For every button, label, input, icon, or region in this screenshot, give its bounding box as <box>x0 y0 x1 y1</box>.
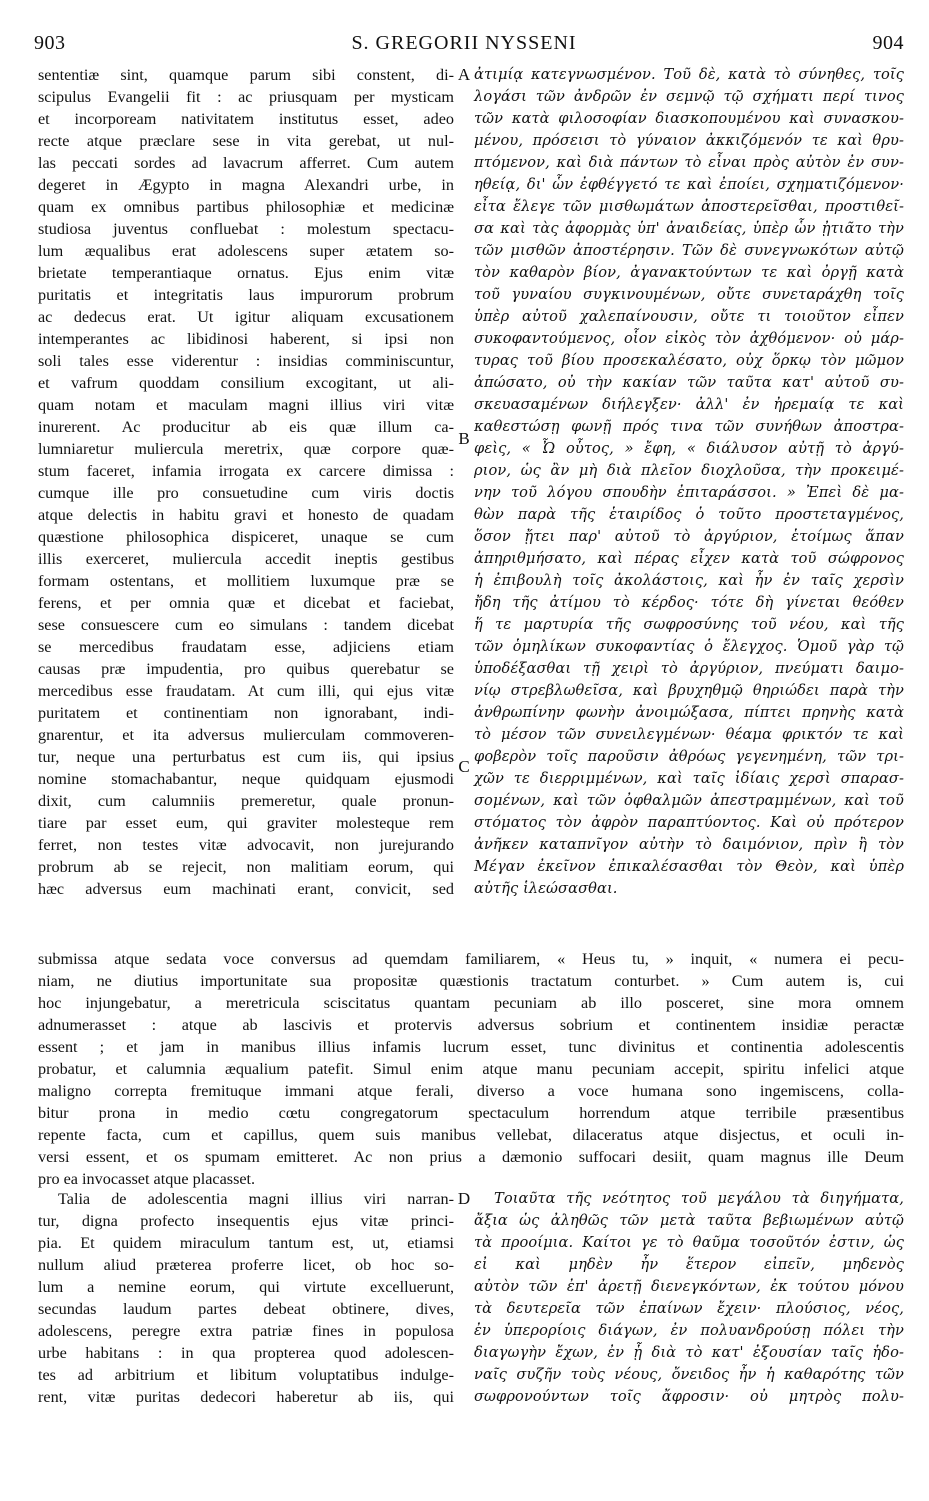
latin-upper-line: quæstione philosophica dispiceret, unaque se cum <box>38 528 454 546</box>
latin-upper-line: studiosa juventus confluebat : molestum spectacu- <box>38 220 454 238</box>
greek-upper-line: καθεστώσῃ φωνῇ πρός τινα τῶν συνήθων ἀποστρα- <box>474 418 904 435</box>
greek-lower-line: σωφρονούντων τοῖς ἄφροσιν· οὐ μητρὸς πολυ- <box>474 1388 904 1405</box>
greek-upper-line: ριον, ὡς ἂν μὴ διὰ πλεῖον διοχλοῦσα, τὴν προκειμέ- <box>474 462 904 479</box>
latin-upper-line: et incorpoream nativitatem institutus esset, adeo <box>38 110 454 128</box>
latin-upper-line: atque delectis in habitu gravi et honesto de quadam <box>38 506 454 524</box>
latin-full-line: hoc injungebatur, a meretricula sciscitatus quantam pecuniam ab illo posceret, sine mora omnem <box>38 994 904 1012</box>
latin-upper-line: et vafrum quoddam consilium excogitant, ut ali- <box>38 374 454 392</box>
greek-upper-line: ἡ ἐπιβουλὴ τοῖς ἀκολάστοις, καὶ ἦν ἐν ταῖς χερσὶν <box>474 572 904 589</box>
section-marker-a: A <box>457 65 471 84</box>
latin-upper-line: puritatem et continentiam non ignorabant, indi- <box>38 704 454 722</box>
greek-upper-line: συκοφαντούμενος, οἷον εἰκὸς τὸν ἀχθόμενον· οὐ μάρ- <box>474 330 904 347</box>
greek-upper-line: πτόμενον, καὶ διὰ πάντων τὸ εἶναι πρὸς αὐτὸν ἐν συν- <box>474 154 904 171</box>
greek-upper-line: ἤδη τῆς ἀτίμου τὸ κέρδος· τότε δὴ γίνεται θεόθεν <box>474 594 904 611</box>
latin-full-line: niam, ne diutius importunitate sua propositæ quæstionis tractatum conturbet. » Cum autem is, cui <box>38 972 904 990</box>
greek-upper-line: λογάσι τῶν ἀνδρῶν ἐν σεμνῷ τῷ σχήματι περί τινος <box>474 88 904 105</box>
greek-upper-line: τῶν κατὰ φιλοσοφίαν διασκοπουμένου καὶ συνασκου- <box>474 110 904 127</box>
latin-lower-line: Talia de adolescentia magni illius viri narran- <box>58 1190 454 1208</box>
latin-full-line: pro ea invocasset atque placasset. <box>38 1170 256 1188</box>
latin-full-line: maligno correpta fremituque immani atque ferali, diverso a voce humana sono ingemiscens, colla- <box>38 1082 904 1100</box>
latin-upper-line: sententiæ sint, quamque parum sibi constent, di- <box>38 66 454 84</box>
section-marker-c: C <box>458 757 470 776</box>
section-marker-b: B <box>458 429 470 448</box>
latin-lower-line: pia. Et quidem miraculum tantum est, ut, etiamsi <box>38 1234 454 1252</box>
greek-upper-line: νίῳ στρεβλωθεῖσα, καὶ βρυχηθμῷ θηριώδει παρὰ τὴν <box>474 682 904 699</box>
greek-upper-line: φοβερὸν τοῖς παροῦσιν ἀθρόως γεγενημένη, τῶν τρι- <box>474 748 904 765</box>
greek-upper-line: χῶν τε διερριμμένων, καὶ ταῖς ἰδίαις χερσὶ σπαρασ- <box>474 770 904 787</box>
latin-upper-line: scipulus Evangelii fit : ac priusquam per mysticam <box>38 88 454 106</box>
latin-full-line: versi essent, et os spumam emitteret. Ac non prius a dæmonio suffocari desiit, quam magnus ille Deum <box>38 1148 904 1166</box>
latin-upper-line: dixit, cum calumniis premeretur, quale pronun- <box>38 792 454 810</box>
latin-full-line: essent ; et jam in manibus illius infamis lucrum esset, tunc divinitus et continentia adolescentis <box>38 1038 904 1056</box>
latin-upper-line: lumniaretur muliercula meretrix, quæ corpore quæ- <box>38 440 454 458</box>
latin-full-line: bitur prona in medio cœtu congregatorum spectaculum horrendum atque terribile præsentibus <box>38 1104 904 1122</box>
greek-lower-line: εἰ καὶ μηδὲν ἦν ἕτερον εἰπεῖν, μηδενὸς <box>474 1256 904 1273</box>
latin-upper-line: degeret in Ægypto in magna Alexandri urbe, in <box>38 176 454 194</box>
latin-upper-line: tur, neque una perturbatus est cum iis, qui ipsius <box>38 748 454 766</box>
greek-upper-line: τὸ μέσον τῶν συνειλεγμένων· θέαμα φρικτόν τε καὶ <box>474 726 904 743</box>
latin-lower-line: tur, digna profecto insequentis ejus vitæ princi- <box>38 1212 454 1230</box>
greek-upper-line: ὑποδέξασθαι τῇ χειρὶ τὸ ἀργύριον, πνεύματι δαιμο- <box>474 660 904 677</box>
latin-upper-line: probrum ab se rejecit, non malitiam eorum, qui <box>38 858 454 876</box>
greek-upper-line: μένου, πρόσεισι τὸ γύναιον ἀκκιζόμενόν τε καὶ θρυ- <box>474 132 904 149</box>
page-number-left: 903 <box>34 32 66 54</box>
latin-lower-line: urbe habitans : in qua propterea quod adolescen- <box>38 1344 454 1362</box>
latin-upper-line: formam ostentans, et mollitiem luxumque præ se <box>38 572 454 590</box>
greek-upper-line: εἶτα ἔλεγε τῶν μισθωμάτων ἀποστερεῖσθαι, προστιθεῖ- <box>474 198 904 215</box>
latin-upper-line: se mercedibus fraudatam esse, adjiciens etiam <box>38 638 454 656</box>
greek-upper-line: Μέγαν ἐκεῖνον ἐπικαλέσασθαι τὸν Θεὸν, καὶ ὑπὲρ <box>474 858 904 875</box>
latin-full-line: probatur, et calumnia æqualium patefit. Simul enim atque manu pecuniam accepit, spiritu infelici atque <box>38 1060 904 1078</box>
latin-upper-line: causas præ impudentia, pro quibus querebatur se <box>38 660 454 678</box>
running-title: S. GREGORII NYSSENI <box>351 32 577 54</box>
latin-upper-line: inurerent. Ac producitur ab eis quæ illum ca- <box>38 418 454 436</box>
latin-upper-line: ferens, et per omnia quæ et dicebat et faciebat, <box>38 594 454 612</box>
latin-upper-line: sese consuescere cum eo simulans : tandem dicebat <box>38 616 454 634</box>
page-number-right: 904 <box>872 32 904 54</box>
greek-upper-line: στόματος τὸν ἀφρὸν παραπτύοντος. Καὶ οὐ πρότερον <box>474 814 904 831</box>
greek-lower-line: τὰ δευτερεῖα τῶν ἐπαίνων ἔχειν· πλούσιος, νέος, <box>474 1300 904 1317</box>
latin-upper-line: intemperantes ac libidinosi haberent, si ipsi non <box>38 330 454 348</box>
greek-lower-line: διαγωγὴν ἔχων, ἐν ᾗ διὰ τὸ κατ' ἐξουσίαν ταῖς ἡδο- <box>474 1344 904 1361</box>
latin-upper-line: ac dedecus erat. Ut igitur aliquam excusationem <box>38 308 454 326</box>
latin-upper-line: las peccati sordes ad lavacrum afferret. Cum autem <box>38 154 454 172</box>
latin-upper-line: cumque ille pro consuetudine cum viris doctis <box>38 484 454 502</box>
greek-upper-line: αὐτῆς ἱλεώσασθαι. <box>474 880 618 897</box>
greek-upper-line: τυρας τοῦ βίου προσεκαλέσατο, οὐχ ὅρκῳ τὸν μῶμον <box>474 352 904 369</box>
greek-upper-line: ἀτιμίᾳ κατεγνωσμένον. Τοῦ δὲ, κατὰ τὸ σύνηθες, τοῖς <box>474 66 904 83</box>
latin-upper-line: quam ex omnibus partibus philosophiæ et medicinæ <box>38 198 454 216</box>
latin-upper-line: soli tales esse viderentur : insidias comminiscuntur, <box>38 352 454 370</box>
greek-upper-line: σκευασαμένων διήλεγξεν· ἀλλ' ἐν ἠρεμαίᾳ τε καὶ <box>474 396 904 413</box>
greek-upper-line: τοῦ γυναίου συγκινουμένων, οὔτε συνεταράχθη τοῖς <box>474 286 904 303</box>
latin-lower-line: adolescens, peregre extra patriæ fines in populosa <box>38 1322 454 1340</box>
greek-upper-line: ἀπώσατο, οὐ τὴν κακίαν τῶν ταῦτα κατ' αὐτοῦ συ- <box>474 374 904 391</box>
greek-upper-line: σομένων, καὶ τῶν ὀφθαλμῶν ἀπεστραμμένων, καὶ τοῦ <box>474 792 904 809</box>
greek-upper-line: τὸν καθαρὸν βίον, ἀγανακτούντων τε καὶ ὀργῇ κατὰ <box>474 264 904 281</box>
greek-lower-line: ἄξια ὡς ἀληθῶς τῶν μετὰ ταῦτα βεβιωμένων αὐτῷ <box>474 1212 904 1229</box>
latin-lower-line: tes ad arbitrium et libitum voluptatibus indulge- <box>38 1366 454 1384</box>
latin-upper-line: lum æqualibus erat adolescens super ætatem so- <box>38 242 454 260</box>
greek-lower-line: αὐτὸν τῶν ἐπ' ἀρετῇ διενεγκόντων, ἐκ τούτου μόνου <box>474 1278 904 1295</box>
latin-upper-line: mercedibus esse fraudatam. At cum illi, qui ejus vitæ <box>38 682 454 700</box>
latin-full-line: adnumerasset : atque ab lascivis et protervis adversus sobrium et continentem insidiæ peractæ <box>38 1016 904 1034</box>
greek-upper-line: φεὶς, « Ὦ οὗτος, » ἔφη, « διάλυσον αὐτῇ τὸ ἀργύ- <box>474 440 904 457</box>
greek-upper-line: τῶν ὁμηλίκων συκοφαντίας ὁ ἔλεγχος. Ὁμοῦ γὰρ τῷ <box>474 638 904 655</box>
greek-upper-line: θὼν παρὰ τῆς ἑταιρίδος ὁ τοῦτο προστεταγμένος, <box>474 506 904 523</box>
greek-upper-line: σα καὶ τὰς ἀφορμὰς ὑπ' ἀναιδείας, ὑπὲρ ὧν ᾐτιᾶτο τὴν <box>474 220 904 237</box>
greek-upper-line: ἀνῆκεν καταπνῖγον αὐτὴν τὸ δαιμόνιον, πρὶν ἢ τὸν <box>474 836 904 853</box>
latin-upper-line: gnarentur, et ita adversus mulierculam commoveren- <box>38 726 454 744</box>
latin-lower-line: lum a nemine eorum, qui virtute excelluerunt, <box>38 1278 454 1296</box>
greek-lower-line: ἐν ὑπερορίοις διάγων, ἐν πολυανδρούσῃ πόλει τὴν <box>474 1322 904 1339</box>
latin-upper-line: puritatis et integritatis laus impurorum probrum <box>38 286 454 304</box>
latin-upper-line: recte atque præclare sese in vita gerebat, ut nul- <box>38 132 454 150</box>
page-header <box>24 32 904 62</box>
greek-upper-line: ἀπηριθμήσατο, καὶ πέρας εἶχεν κατὰ τοῦ σώφρονος <box>474 550 904 567</box>
latin-full-line: submissa atque sedata voce conversus ad quemdam familiarem, « Heus tu, » inquit, « numera ei pecu- <box>38 950 904 968</box>
latin-upper-line: nomine stomachabantur, neque quidquam ejusmodi <box>38 770 454 788</box>
greek-upper-line: νην τοῦ λόγου σπουδὴν ἐπιταράσσοι. » Ἐπεὶ δὲ μα- <box>474 484 904 501</box>
latin-upper-line: quam notam et maculam magni illius viri vitæ <box>38 396 454 414</box>
latin-upper-line: ferret, non testes vitæ advocavit, non jurejurando <box>38 836 454 854</box>
greek-lower-line: Τοιαῦτα τῆς νεότητος τοῦ μεγάλου τὰ διηγήματα, <box>494 1190 904 1207</box>
latin-lower-line: rent, vitæ puritas dedecori haberetur ab iis, qui <box>38 1388 454 1406</box>
greek-lower-line: τὰ προοίμια. Καίτοι γε τὸ θαῦμα τοσοῦτόν ἐστιν, ὡς <box>474 1234 904 1251</box>
latin-upper-line: tiare par esset eum, qui graviter molesteque rem <box>38 814 454 832</box>
latin-lower-line: nullum aliud præterea proferre licet, ob hoc so- <box>38 1256 454 1274</box>
latin-upper-line: brietate temperantiaque ornatus. Ejus enim vitæ <box>38 264 454 282</box>
greek-upper-line: ἥ τε μαρτυρία τῆς σωφροσύνης τοῦ νέου, καὶ τῆς <box>474 616 904 633</box>
latin-upper-line: hæc adversus eum machinati erant, convicit, sed <box>38 880 454 898</box>
latin-lower-line: secundas laudum partes debeat obtinere, dives, <box>38 1300 454 1318</box>
greek-upper-line: ὅσον ᾔτει παρ' αὐτοῦ τὸ ἀργύριον, ἑτοίμως ἅπαν <box>474 528 904 545</box>
greek-upper-line: ὑπὲρ αὐτοῦ χαλεπαίνουσιν, οὔτε τι τοιοῦτον εἶπεν <box>474 308 904 325</box>
greek-upper-line: ηθείᾳ, δι' ὧν ἐφθέγγετό τε καὶ ἐποίει, σχηματιζόμενον· <box>474 176 904 193</box>
section-marker-d: D <box>457 1189 471 1208</box>
greek-upper-line: τῶν μισθῶν ἀποστέρησιν. Τῶν δὲ συνεγνωκότων αὐτῷ <box>474 242 904 259</box>
latin-upper-line: stum faceret, infamia irrogata ex carcere dimissa : <box>38 462 454 480</box>
greek-upper-line: ἀνθρωπίνην φωνὴν ἀνοιμώξασα, πίπτει πρηνὴς κατὰ <box>474 704 904 721</box>
latin-upper-line: illis exerceret, muliercula accedit ineptis gestibus <box>38 550 454 568</box>
latin-full-line: repente facta, cum et capillus, quem suis manibus vellebat, dilaceratus atque disjectus, et oculi in- <box>38 1126 904 1144</box>
greek-lower-line: ναῖς συζῆν τοὺς νέους, ὄνειδος ἦν ἡ καθαρότης τῶν <box>474 1366 904 1383</box>
